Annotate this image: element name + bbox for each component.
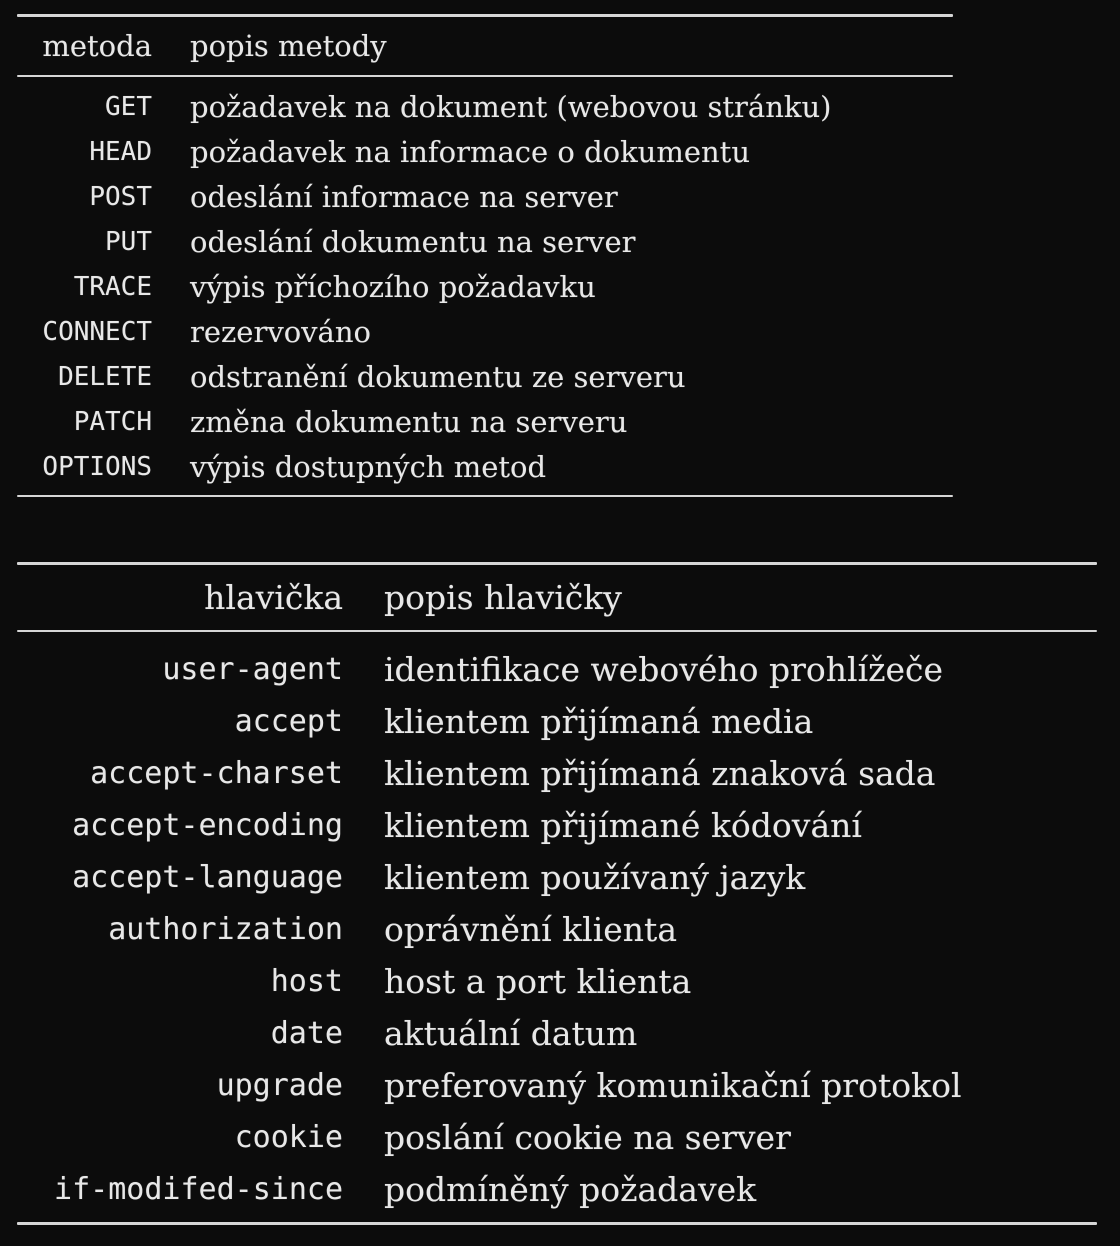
headers-table-bottom-rule: [17, 1222, 1097, 1225]
header-name-cell: authorization: [108, 911, 343, 947]
methods-table-header-popis: popis metody: [190, 29, 387, 63]
method-description-cell: výpis příchozího požadavku: [190, 269, 596, 304]
table-row: [17, 643, 1097, 695]
header-description-cell: poslání cookie na server: [384, 1117, 791, 1157]
table-row: [17, 264, 953, 309]
method-description-cell: výpis dostupných metod: [190, 449, 547, 484]
methods-table-bottom-rule: [17, 495, 953, 497]
headers-table-header-hlavicka: hlavička: [204, 578, 343, 617]
method-name-cell: PUT: [105, 226, 152, 257]
header-name-cell: cookie: [234, 1119, 343, 1155]
table-row: [17, 1007, 1097, 1059]
http-methods-table: [17, 14, 953, 497]
methods-table-header-metoda: metoda: [42, 29, 152, 63]
table-row: [17, 695, 1097, 747]
header-description-cell: klientem přijímané kódování: [384, 805, 862, 845]
header-name-cell: host: [270, 963, 343, 999]
method-name-cell: GET: [105, 91, 152, 122]
headers-table-body: [17, 632, 1097, 1222]
table-row: [17, 903, 1097, 955]
headers-table-header-popis: popis hlavičky: [384, 578, 622, 617]
method-name-cell: OPTIONS: [42, 451, 152, 482]
method-description-cell: odeslání dokumentu na server: [190, 224, 636, 259]
header-description-cell: identifikace webového prohlížeče: [384, 649, 944, 689]
header-description-cell: klientem přijímaná znaková sada: [384, 753, 936, 793]
header-name-cell: upgrade: [216, 1067, 343, 1103]
table-row: [17, 1163, 1097, 1215]
methods-table-header-row: [17, 17, 953, 75]
method-description-cell: rezervováno: [190, 314, 371, 349]
method-description-cell: požadavek na informace o dokumentu: [190, 134, 751, 169]
method-description-cell: změna dokumentu na serveru: [190, 404, 628, 439]
method-name-cell: DELETE: [58, 361, 152, 392]
method-name-cell: HEAD: [89, 136, 152, 167]
header-description-cell: klientem používaný jazyk: [384, 857, 806, 897]
table-row: [17, 219, 953, 264]
method-name-cell: POST: [89, 181, 152, 212]
header-name-cell: accept: [234, 703, 343, 739]
table-row: [17, 84, 953, 129]
table-row: [17, 309, 953, 354]
table-row: [17, 174, 953, 219]
method-description-cell: odeslání informace na server: [190, 179, 618, 214]
table-row: [17, 747, 1097, 799]
header-description-cell: preferovaný komunikační protokol: [384, 1065, 962, 1105]
table-row: [17, 1059, 1097, 1111]
header-name-cell: if-modifed-since: [54, 1171, 343, 1207]
table-row: [17, 444, 953, 489]
header-description-cell: podmíněný požadavek: [384, 1169, 757, 1209]
header-description-cell: host a port klienta: [384, 961, 692, 1001]
methods-table-body: [17, 77, 953, 495]
method-name-cell: PATCH: [73, 406, 152, 437]
table-row: [17, 1111, 1097, 1163]
method-description-cell: požadavek na dokument (webovou stránku): [190, 89, 832, 124]
table-row: [17, 399, 953, 444]
table-row: [17, 354, 953, 399]
method-name-cell: CONNECT: [42, 316, 152, 347]
header-name-cell: user-agent: [162, 651, 343, 687]
table-row: [17, 129, 953, 174]
method-description-cell: odstranění dokumentu ze serveru: [190, 359, 686, 394]
table-row: [17, 799, 1097, 851]
table-row: [17, 955, 1097, 1007]
header-name-cell: accept-charset: [90, 755, 343, 791]
table-row: [17, 851, 1097, 903]
header-name-cell: accept-language: [72, 859, 343, 895]
header-description-cell: oprávnění klienta: [384, 909, 677, 949]
method-name-cell: TRACE: [73, 271, 152, 302]
header-description-cell: klientem přijímaná media: [384, 701, 814, 741]
header-name-cell: date: [270, 1015, 343, 1051]
header-name-cell: accept-encoding: [72, 807, 343, 843]
headers-table-header-row: [17, 565, 1097, 630]
header-description-cell: aktuální datum: [384, 1013, 638, 1053]
http-headers-table: [17, 562, 1097, 1225]
